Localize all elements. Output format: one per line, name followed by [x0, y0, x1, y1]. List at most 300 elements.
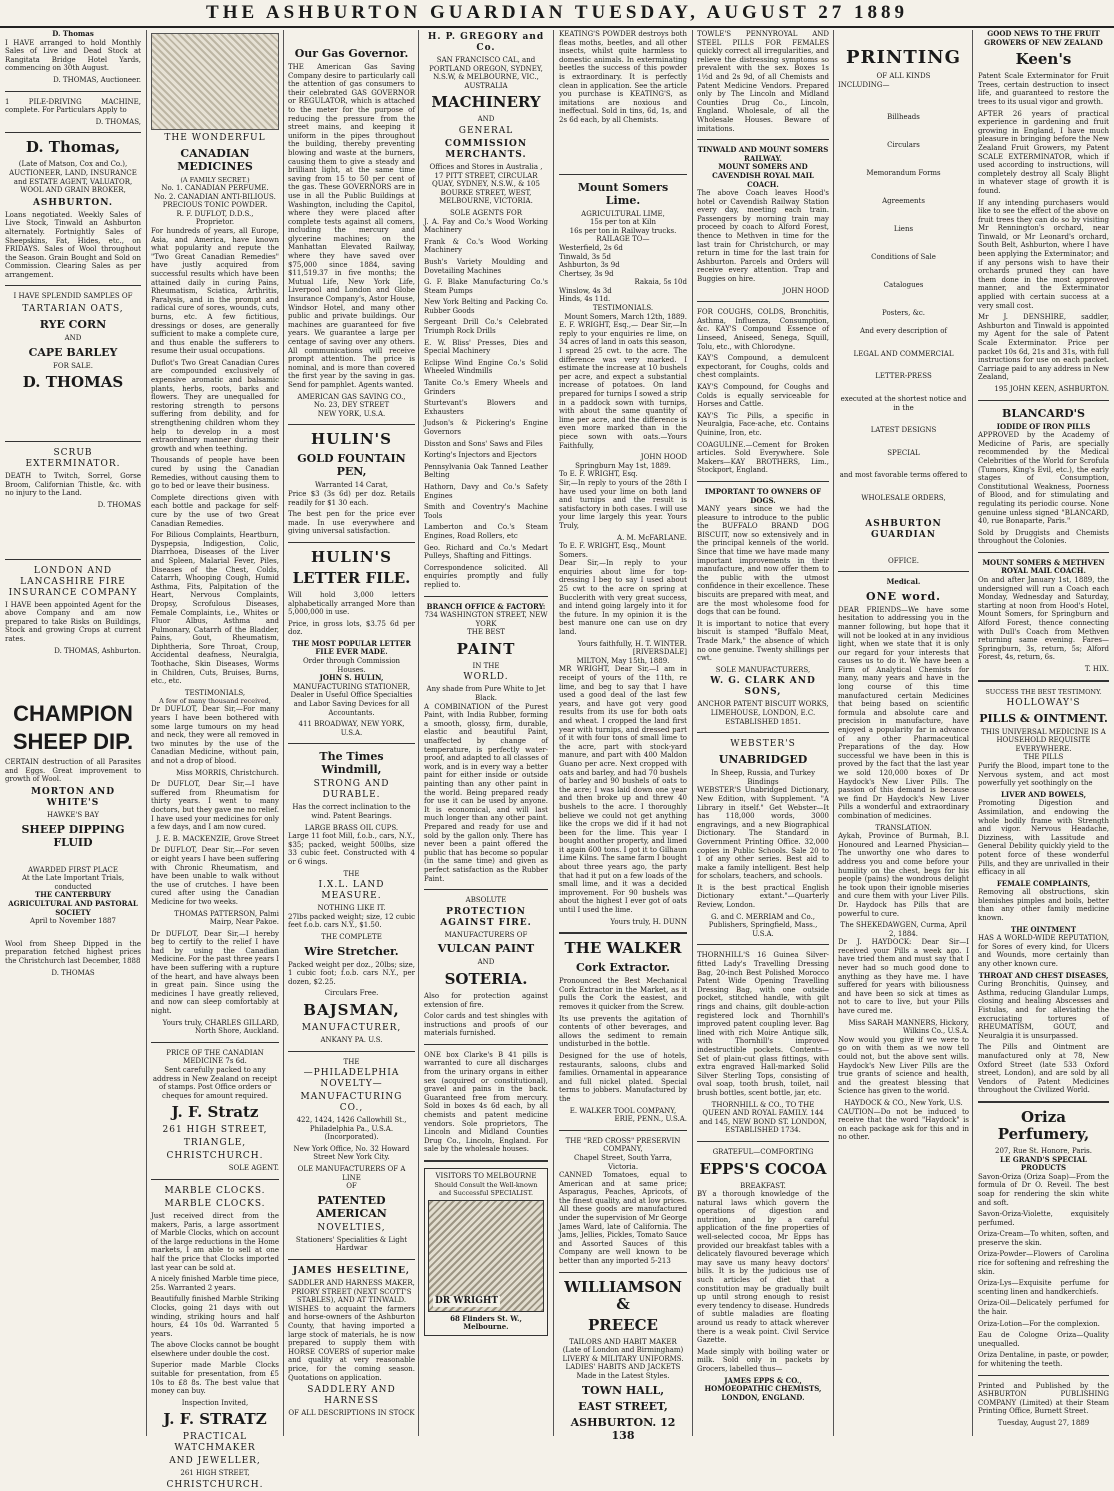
- testimonial-signature: THOMAS PATTERSON, Palmi Mairp, Near Pakoe.: [174, 909, 279, 927]
- ad-line: E. WALKER TOOL COMPANY,: [569, 1106, 677, 1115]
- ad-line: LETTER-PRESS: [875, 372, 932, 381]
- ad-text: BY a thorough knowledge of the natural laws which govern the operations of digestion and nutrition, and by a careful application of the fine properties of well-selected cocoa, Mr Epps has provided our breakfast tables with a delicately flavoured beverage which may save us many heavy doctors' bills. It is by the judicious use of such articles of diet that a constitution may be gradually built up until strong enough to resist every tendency to disease. Hundreds of subtle maladies are floating around us ready to attack wherever there is a weak point. Civil Service Gazette.: [697, 1190, 829, 1345]
- ad-line: AWARDED FIRST PLACE: [28, 865, 118, 874]
- list-item: Sergeant Drill Co.'s Celebrated Triumph Rock Drills: [424, 318, 548, 336]
- column-4: [553, 30, 692, 1442]
- ad-title: CHAMPION: [13, 701, 133, 727]
- ad-text: CANNED Tomatoes, equal to American and at same price; Asparagus, Peaches, Apricots, of the finest quality, and at low prices. All these goods are manufactured under the supervision of Mr George James Ward, late of California. The Jams, Jellies, Pickles, Tomato Sauce and Assorted Sauces of this Company are well known to be better than any imported 5-213: [559, 1171, 687, 1266]
- ad-title: WEBSTER'S: [730, 739, 796, 750]
- ad-line: SAN FRANCISCO CAL, and: [436, 56, 536, 64]
- section-subtitle: A few of many thousand received,: [159, 697, 271, 706]
- ad-title: THE WONDERFUL: [164, 133, 266, 143]
- ad-line: MANUFACTURER,: [301, 1022, 402, 1033]
- ad-text: Price $3 (3s 6d) per doz. Retails readily for $1 30 each.: [288, 489, 415, 507]
- ad-line: GENERAL: [458, 125, 514, 136]
- ad-title: ONE word.: [866, 589, 941, 603]
- ad-line: and most favorable terms offered to: [839, 471, 968, 480]
- ad-title: J. F. STRATZ: [163, 1410, 267, 1429]
- ad-text: Has the correct inclination to the wind. Patent Bearings.: [292, 803, 411, 820]
- list-item: New York Belting and Packing Co. Rubber Goods: [424, 298, 548, 315]
- ad-title: PRINTING: [845, 47, 961, 68]
- ad-line: SPECIAL: [887, 448, 920, 457]
- ad-line: AND: [477, 115, 495, 124]
- ad-line: OLE MANUFACTURERS OF A LINE: [297, 1165, 406, 1182]
- ad-line: NEW YORK, U.S.A.: [317, 409, 386, 418]
- list-item: J. A. Fay and Co.'s Wood Working Machinery: [424, 217, 548, 235]
- ad-text: Wool from Sheep Dipped in the preparation fetched highest prices the Christchurch last December, 1888: [5, 939, 141, 965]
- ad-line: SOLE AGENTS FOR: [450, 208, 522, 217]
- ad-line: Hinds, 4s 11d.: [559, 295, 611, 304]
- ad-signature: D. THOMAS, Auctioneer.: [53, 75, 141, 84]
- list-item: Bush's Variety Moulding and Dovetailing Machines: [424, 257, 548, 275]
- ad-text: DEATH to Twitch, Sorrel, Gorse Broom, Californian Thistle, &c. with no injury to the Land.: [5, 472, 141, 498]
- divider: [978, 1101, 1109, 1103]
- list-item: Oriza-Lotion—For the complexion.: [978, 1319, 1100, 1328]
- divider: [697, 732, 829, 733]
- ad-line: R. F. DUFLOT, D.D.S.,: [176, 209, 254, 218]
- oriza-list: [978, 1173, 1109, 1369]
- ad-line: 15s per ton at Kiln: [589, 218, 657, 227]
- ad-text: THORNHILL'S 16 Guinea Silver-fitted Lady's Travelling Dressing Bag, 20-inch Best Polished Morocco Patent Wide Opening Travelling Dressing Bag, with one outside pocket, stitched handle, with gilt rings and chains, gilt double-action registered lock and Thornhill's improved patent coupling lever. Bag lined with rich Moire Antique silk, with Thornhill's improved indestructible pockets. Contents—Set of plain-cut glass fittings, with extra engraved Hall-marked Solid Silver Sterling Tops, consisting of oval soap, tooth brush, toilet, nail brush bottles, scent bottle, jar, etc.: [697, 951, 829, 1097]
- ad-text: DEAR FRIENDS—We have some hesitation to addressing you in the manner following, but hope that it will not be looked at in any invidious light, when we state that it is only our regard for your interests that causes us to do it. We have been a Firm of Analytical Chemists for many, many years and have in the long course of this time manufactured certain Medicines that being based on scientific formula and absolute care and precision in manufacture, have enjoyed a popularity far in advance of any other Pharmaceutical Preparations of the day. How successful we have been in this is proved by the fact that the last year we sold 120,000 boxes of Dr Haydock's New Liver Pills. The passion of this demand is because we find Dr Haydock's New Liver Pills a wonderful and extraordinary combination of medicines.: [838, 605, 969, 820]
- ad-line: AND JEWELLER,: [169, 1456, 261, 1467]
- list-item: Sturtevant's Blowers and Exhausters: [424, 399, 548, 416]
- price-line: PRICE OF THE CANADIAN MEDICINE 7s 6d.: [166, 1048, 264, 1066]
- ad-title: D. Thomas,: [25, 138, 121, 157]
- list-item: Posters, &c.: [882, 309, 925, 318]
- ad-line: STRONG AND DURABLE.: [313, 779, 390, 801]
- ad-line: 734 WASHINGTON STREET, NEW YORK: [424, 611, 548, 628]
- divider: [697, 944, 829, 945]
- column-5a: [693, 30, 833, 1436]
- ad-line: Order through Commission Houses.: [302, 657, 401, 674]
- ad-signature: D. THOMAS: [51, 968, 95, 977]
- ad-line: FEMALE COMPLAINTS,: [996, 878, 1091, 888]
- ad-title: DR WRIGHT: [435, 1296, 499, 1306]
- list-item: Oriza Dentaline, in paste, or powder, for whitening the teeth.: [978, 1351, 1109, 1368]
- divider: [838, 571, 969, 572]
- ad-text: The above Coach leaves Hood's hotel or Cavendish Railway Station every day, meeting each train. Passengers by morning train may proceed by coach to Alford Forest, thence to Methven in time for the last train for Christchurch, or may return in time for the last train for Ashburton. Parcels and Orders will receive every attention. Trap and Buggies on hire.: [697, 189, 829, 284]
- column-3: [418, 30, 553, 1436]
- ad-line: April to November 1887: [30, 917, 116, 926]
- ad-line: Inspection Invited,: [181, 1398, 249, 1407]
- ad-line: RAILAGE TO—: [596, 235, 650, 244]
- ad-line: CAPE BARLEY: [28, 345, 118, 359]
- ad-line: AGRICULTURAL LIME,: [581, 209, 665, 218]
- ad-line: THE: [343, 869, 360, 878]
- testimonial-signature: JOHN HOOD: [640, 453, 687, 462]
- divider: [559, 1130, 687, 1131]
- ad-title: LETTER FILE.: [292, 568, 411, 587]
- ad-line: Winslow, 4s 3d: [559, 286, 612, 295]
- ad-line: (A FAMILY SECRET.): [180, 176, 250, 184]
- ad-text: It is important to notice that every biscuit is stamped "Buffalo Meat, Trade Mark," the absence of which no one genuine. Twenty shillings per cwt.: [697, 619, 829, 663]
- ad-text: Just received direct from the makers, Paris, a large assortment of Marble Clocks, which on account of the large reductions in the Home markets, I am able to sell at one half the price that Clocks imported last year can be sold at.: [151, 1211, 279, 1272]
- ad-line: EAST STREET,: [578, 1399, 668, 1413]
- ad-line: No. 2. CANADIAN ANTI-BILIOUS.: [154, 192, 276, 201]
- ad-title: MACHINERY: [431, 93, 541, 112]
- ad-line: The SHEKEDAWGEN, Curma, April 2, 1884.: [840, 921, 967, 938]
- ad-text: 27lbs packed weight; size, 12 cubic feet f.o.b. cars N.Y., $1.50.: [288, 912, 415, 930]
- ad-line: To E. F. WRIGHT, Esq., Mount Somers.: [559, 542, 666, 559]
- list-item: Eau de Cologne Oriza—Quality unequalled.: [978, 1331, 1109, 1348]
- ad-text: 17 PITT STREET, CIRCULAR QUAY, SYDNEY, N.S.W., & 105 BOURKE STREET, WEST, MELBOURNE, VICTORIA.: [432, 171, 540, 206]
- list-item: Agreements: [882, 197, 925, 206]
- ad-line: AUSTRALIA: [464, 81, 508, 90]
- ad-title: BLANCARD'S: [1002, 406, 1085, 420]
- ad-text: Pronounced the Best Mechanical Cork Extractor in the Market, as it pulls the Cork the easiest, and removes it quicker from the Screw.: [559, 977, 687, 1011]
- ad-line: ASHBURTON GUARDIAN: [865, 518, 942, 540]
- ad-text: Removing all obstructions, skin blemishes pimples and boils, better than any other family medicine known.: [978, 888, 1109, 923]
- items-list: [838, 103, 969, 327]
- divider: [5, 285, 141, 286]
- column-2: [146, 30, 418, 1491]
- ad-line: IN THE: [472, 661, 500, 670]
- ad-line: MANUFACTURERS OF: [444, 930, 528, 939]
- testimonial-signature: Yours truly, CHARLES GILLARD, North Shore, Auckland.: [162, 1018, 279, 1036]
- ad-line: ANKANY PA. U.S.: [320, 1035, 383, 1044]
- ad-line: Westerfield, 2s 6d: [559, 243, 623, 252]
- divider: [288, 1051, 415, 1052]
- divider: [697, 1141, 829, 1142]
- testimonial-signature: Miss MORRIS, Christchurch.: [176, 768, 279, 777]
- ad-title: JAMES HESELTINE,: [292, 1266, 411, 1277]
- ad-title: WORLD.: [463, 672, 509, 683]
- ad-title: J. F. Stratz: [171, 1103, 259, 1122]
- ad-line: In Sheep, Russia, and Turkey Bindings: [710, 769, 816, 786]
- list-item: Catalogues: [883, 281, 924, 290]
- ad-text: On and after January 1st, 1889, the undersigned will run a Coach each Monday, Wednesday and Saturday, starting at noon from Hood's Hotel, Mount Somers, for Springburn and Alford Forest, thence connecting with Dull's Coach from Methven returning same evening. Fares—Springburn, 3s, return, 5s; Alford Forest, 4s, return, 6s.: [978, 576, 1109, 662]
- testimonial: Dr DUFLOT, Dear Sir,—For seven or eight years I have been suffering with Chronic Rheumatism, and have been unable to walk without the use of crutches. I have been cured after using the Canadian Medicine for two weeks.: [151, 846, 279, 906]
- ad-line: LEGAL AND COMMERCIAL: [853, 349, 954, 358]
- ad-signature: D. THOMAS,: [95, 117, 141, 126]
- ad-title: SHEEP DIP.: [12, 729, 134, 755]
- list-item: Geo. Richard and Co.'s Medart Pulleys, Shafting and Fittings.: [424, 543, 548, 561]
- testimonial-signature: Yours truly, H. DUNN: [610, 917, 687, 926]
- ad-line: SOLE AGENT.: [228, 1164, 279, 1173]
- divider: [424, 1160, 548, 1162]
- ad-line: MILTON, May 15th, 1889.: [576, 656, 670, 665]
- ad-line: Stationers' Specialities & Light Hardwar: [295, 1235, 408, 1253]
- ad-text: Aykah, Province of Burmah, B.I. Honoured and Learned Physician—The unworthy one who dares to address you and come before your humility on the chest, begs for his people (pains) the wondrous delight he took upon their ignoble miseries and cure them with your Liver Pills. Dr. Haydock has Pills that are powerful to cure.: [838, 832, 969, 918]
- ad-line: HAWKE'S BAY: [47, 810, 99, 819]
- ad-line: SOLE MANUFACTURERS,: [715, 665, 811, 674]
- ad-line: W. G. CLARK AND SONS,: [710, 676, 816, 698]
- ad-title: HULIN'S: [311, 547, 392, 566]
- list-item: G. F. Blake Manufacturing Co.'s Steam Pumps: [424, 278, 548, 295]
- ad-text: MANY years since we had the pleasure to introduce to the public the BUFFALO BRAND DOG BISCUIT, now so extensively and in the principal kennels of the world. Since that time we have made many important improvements in their manufacture, and now offer them to the public with the utmost confidence in their excellence. These biscuits are prepared with meat, and are the most wholesome food for dogs that can be found.: [697, 505, 829, 617]
- ad-signature: D. THOMAS, Ashburton.: [54, 646, 141, 655]
- divider: [288, 424, 415, 425]
- list-item: Liens: [893, 225, 914, 234]
- ad-line: 411 BROADWAY, NEW YORK, U.S.A.: [298, 720, 405, 737]
- ad-text: Large 11 foot Mill, f.o.b., cars, N.Y., $35; packed, weight 500lbs, size 33 cubic feet. Constructed with 4 or 6 wings.: [288, 832, 415, 866]
- ad-line: At the Late Important Trials, conducted: [21, 874, 125, 891]
- divider: [5, 441, 141, 442]
- ad-line: THE MOST POPULAR LETTER FILE EVER MADE.: [291, 638, 412, 657]
- testimonial-signature: A. M. McFARLANE.: [617, 533, 687, 542]
- column-1: [0, 30, 146, 1436]
- divider: [424, 1044, 548, 1045]
- ad-title: THE "RED CROSS" PRESERVIN COMPANY,: [565, 1136, 681, 1154]
- ad-text: KAY'S Compound, for Coughs and Colds is equally serviceable for Horses and Cattle.: [697, 382, 829, 409]
- ad-text: Thousands of people have been cured by using the Canadian Remedies, without causing them to go to bed or leave their business.: [151, 456, 279, 491]
- ad-line: OFFICE.: [888, 556, 919, 565]
- ad-title: PAINT: [456, 639, 516, 658]
- ad-line: LIVER AND BOWELS,: [1000, 789, 1087, 799]
- ad-line: N.S.W, & MELBOURNE, VIC.,: [433, 73, 539, 82]
- ad-text: FOR COUGHS, COLDS, Bronchitis, Asthma, Influenza, Consumption, &c. KAY'S Compound Essence of Linseed, Aniseed, Senega, Squill, Tolu, etc., with Chlorodyne.: [697, 308, 829, 351]
- ad-text: Designed for the use of hotels, restaurants, saloons, clubs and families. Ornamental in appearance and full nickel plated. Special terms to jobbers. Manufactured by the: [559, 1051, 687, 1103]
- ad-text: I HAVE SPLENDID SAMPLES OF: [13, 292, 133, 301]
- ad-title: PROTECTION AGAINST FIRE.: [440, 906, 532, 928]
- divider: [288, 743, 415, 744]
- list-item: Korting's Injectors and Ejectors: [424, 451, 537, 460]
- ad-line: No. 1. CANADIAN PERFUME.: [161, 184, 269, 192]
- testimonial: Dr J. HAYDOCK: Dear Sir—I received your Pills a week ago. I have tried them and must say that I never had so much good done to anything as they have me. I have suffered for years with biliousness and have been so sick at times as not to care to live, but your Pills have cured me.: [838, 938, 969, 1016]
- ad-line: 68 Flinders St. W., Melbourne.: [450, 1313, 522, 1332]
- ad-text: I HAVE arranged to hold Monthly Sales of Live and Dead Stock at Rangitata Bridge Hotel Yards, commencing on 30th August.: [5, 38, 141, 73]
- ad-text: WEBSTER'S Unabridged Dictionary, New Edition, with Supplement. "A Library in itself." Get Webster—It has 118,000 words, 3000 engravings, and a new Biographical Dictionary. The Standard in Government Printing Office. 32,000 copies in Public Schools. Sale 20 to 1 of any other series. Best aid to make a family intelligent. Best help for scholars, teachers, and schools.: [697, 786, 829, 881]
- ad-text: Mr J. DENSHIRE, saddler, Ashburton and Tinwald is appointed my Agent for the sale of Patent Scale Exterminator. Price per packet 10s 6d, 21s and 31s, with full instructions for use on each packet. Carriage paid to any address in New Zealand,: [978, 313, 1109, 382]
- ad-line: MORTON AND WHITE'S: [30, 786, 116, 808]
- ad-line: LIVERY & MILITARY UNIFORMS.: [562, 1354, 684, 1363]
- ad-line: And every description of: [859, 327, 948, 336]
- ad-title: —PHILADELPHIA NOVELTY—: [303, 1068, 400, 1090]
- ad-line: LE GRAND'S SPECIAL PRODUCTS: [1000, 1154, 1087, 1173]
- ad-text: The Pills and Ointment are manufactured only at 78, New Oxford Street (late 533 Oxford street, London), and are sold by all Vendors of Patent Medicines throughout the Civilized World.: [978, 1043, 1109, 1095]
- ad-line: LATEST DESIGNS: [870, 426, 937, 435]
- ad-text: Will hold 3,000 letters alphabetically arranged More than 5,000,000 in use.: [288, 590, 415, 617]
- divider: [697, 481, 829, 482]
- ad-text: A nicely finished Marble time piece, 25s. Warranted 2 years.: [151, 1275, 279, 1292]
- list-item: Disston and Sons' Saws and Files: [424, 439, 543, 448]
- ad-line: JAMES EPPS & CO., HOMOEOPATHIC CHEMISTS, LONDON, ENGLAND.: [704, 1375, 822, 1402]
- ad-line: TAILORS AND HABIT MAKER (Late of London and Birmingham): [562, 1337, 684, 1355]
- list-item: Lamberton and Co.'s Steam Engines, Road Rollers, etc: [424, 523, 548, 540]
- ad-line: THE BEST: [467, 628, 505, 637]
- ad-title: HOLLOWAY'S: [1006, 697, 1081, 708]
- ad-text: HAS A WORLD-WIDE REPUTATION, for Sores of every kind, for Ulcers and Wounds, more certainly than any other known cure.: [978, 934, 1109, 969]
- ad-text: CAUTION—Do not be induced to receive that the word "Haydock" is on each package ask for this and in no other.: [838, 1107, 969, 1142]
- masthead: THE ASHBURTON GUARDIAN TUESDAY, AUGUST 27 1889: [0, 0, 1114, 28]
- testimonial: E. F. WRIGHT, Esq.,— Dear Sir,—In reply to your enquiries re lime, on 34 acres of land in oats this season, I spread 25 cwt. to the acre. The difference was very marked. I estimate the increase at 10 bushels per acre, and expect a substantial increase of potatoes. On land prepared for turnips I sowed a strip in a paddock sown with turnips, with about the same quantity of lime per acre, and the difference is even more marked than in the piece sown with oats.—Yours Faithfully,: [559, 321, 687, 450]
- ad-signature: JOHN HOOD: [782, 286, 829, 295]
- ad-place: ASHBURTON.: [32, 197, 114, 208]
- ad-title: Cork Extractor.: [575, 961, 670, 975]
- list-item: Memorandum Forms: [866, 169, 941, 178]
- ad-text: THORNHILL & CO., TO THE QUEEN AND ROYAL FAMILY. 144 and 145, NEW BOND ST. LONDON, ESTABLISHED 1734.: [699, 1100, 827, 1135]
- ad-line: PRIORY STREET (NEXT SCOTT'S STABLES), AND AT TINWALD.: [291, 1287, 412, 1305]
- ad-text: WISHES to acquaint the farmers and horse-owners of the Ashburton County, that having imported a large stock of materials, he is now prepared to supply them with HORSE COVERS of superior make and quality at very reasonable price, for the coming season. Quotations on application.: [288, 1304, 415, 1382]
- list-item: Eclipse Wind Engine Co.'s Solid Wheeled Windmills: [424, 358, 548, 376]
- list-item: Hathorn, Davy and Co.'s Safety Engines: [424, 482, 548, 500]
- ad-text: A COMBINATION of the Purest Paint, with India Rubber, forming a smooth, glossy, firm, durable, elastic and beautiful Paint, unaffected by change of temperature, is perfectly water-proof, and adapted to all classes of work, and is in every way a better paint for either inside or outside painting than any other paint in the world. Being prepared ready for use it can be used by anyone. It is economical, and will last much longer than any other paint. Prepared and ready for use and sold by the gallon only. There has never been a paint offered the public that has become so popular (in the same time) and given as perfect satisfaction as the Rubber Paint.: [424, 702, 548, 883]
- ad-line: THIS UNIVERSAL MEDICINE IS A HOUSEHOLD REQUISITE EVERYWHERE.: [981, 727, 1106, 753]
- imprint: Printed and Published by the ASHBURTON PUBLISHING COMPANY (Limited) at their Steam Printing Office, Burnett Street.: [978, 1381, 1109, 1416]
- ad-text: Color cards and test shingles with instructions and proofs of our materials furnished.: [424, 1012, 548, 1038]
- testimonial: Dr DUFLOT, Dear Sir,—I have suffered from Rheumatism for thirty years. I went to many doctors, but they gave me no relief. I have used your medicines for only a few days, and I am now cured.: [151, 780, 279, 832]
- ad-title: GOLD FOUNTAIN PEN,: [297, 452, 406, 479]
- ad-signature: 195 JOHN KEEN, ASHBURTON.: [994, 384, 1109, 393]
- ad-text: 422, 1424, 1426 Callowhill St., Philadelphia Pa., U.S.A. (Incorporated).: [296, 1116, 407, 1142]
- ad-title: LONDON AND LANCASHIRE FIRE INSURANCE COMPANY: [8, 565, 138, 598]
- ad-text: Patent Scale Exterminator for Fruit Trees, certain destruction to insect life, and guaranteed to restore the trees to its usual vigor and growth.: [978, 72, 1109, 106]
- ad-line: 261 HIGH STREET,: [180, 1469, 250, 1478]
- ad-line: ANCHOR PATENT BISCUIT WORKS,: [697, 700, 829, 709]
- ad-line: OF ALL KINDS: [876, 72, 931, 80]
- ad-title: MARBLE CLOCKS.: [164, 1185, 266, 1196]
- ad-title: GOOD NEWS TO THE FRUIT GROWERS OF NEW ZEALAND: [984, 29, 1103, 47]
- ad-text: Packed weight per doz., 20lbs; size, 1 cubic foot; f.o.b. cars N.Y., per dozen, $2.25.: [288, 960, 415, 986]
- ad-title: The Times Windmill,: [319, 750, 384, 777]
- ad-text: For hundreds of years, all Europe, Asia, and America, have known what popularity and repute the "Two Great Canadian Remedies" have justly acquired from successful results which have been attained daily in curing Pains, Rheumatism, Sciatica, Arthritis, Paralysis, and in the prompt and radical cure of sores, wounds, cuts, burns, etc. A few fictitious, dressings or doses, are generally sufficient to make a complete cure, and thus enable the sufferers to resume their usual occupations.: [151, 226, 279, 356]
- section-title: Medical.: [886, 577, 921, 587]
- divider: [697, 301, 829, 302]
- ad-line: LARGE BRASS OIL CUPS.: [304, 823, 399, 832]
- divider: [151, 1042, 279, 1043]
- ad-line: PORTLAND OREGON, SYDNEY,: [429, 64, 543, 73]
- ad-title: SCRUB EXTERMINATOR.: [25, 448, 121, 470]
- ad-line: THE COMPLETE: [321, 932, 382, 941]
- ad-line: Proprietor.: [195, 218, 235, 227]
- ad-title: NOVELTIES,: [317, 1222, 386, 1233]
- imprint-date: Tuesday, August 27, 1889: [997, 1418, 1090, 1427]
- ad-text: Now would you give if we were to go on with them as we now tell could not, but the above sent wills. Haydock's New Liver Pills are the true grants of science and health, and the greatest blessing that Science has given to the world.: [838, 1035, 969, 1096]
- list-item: Smith and Coventry's Machine Tools: [424, 503, 548, 520]
- column-2a: [147, 30, 283, 1491]
- ad-line: INCLUDING—: [838, 80, 890, 89]
- ad-text: It is the best practical English Dictionary extant."—Quarterly Review, London.: [697, 883, 829, 910]
- ad-line: 16s per ton in Railway trucks.: [569, 226, 677, 235]
- ad-title: PREECE: [588, 1315, 658, 1334]
- ad-text: Its use prevents the agitation of contents of other beverages, and allows the sediment to remain undisturbed in the bottle.: [559, 1014, 687, 1049]
- ad-text: I HAVE been appointed Agent for the above Company and am now prepared to take Risks on Buildings, Stock and growing Crops at current rates.: [5, 600, 141, 643]
- ad-text: COAGULINE.—Cement for Broken articles. Sold Everywhere. Sole Makers—KAY BROTHERS, Lim., Stockport, England.: [697, 440, 829, 475]
- ad-line: WHOLESALE ORDERS,: [861, 493, 946, 502]
- ad-text: The best pen for the price ever made. In use everywhere and giving universal satisfaction.: [288, 510, 415, 536]
- ad-text: ONE box Clarke's B 41 pills is warranted to cure all discharges from the urinary organs in either sex (acquired or constitutional), gravel and pains in the back. Guaranteed free from mercury. Sold in boxes 4s 6d each, by all chemists and patent medicine vendors. Sole proprietors, The Lincoln and Midland Counties Drug Co., Lincoln, England. For sale by the wholesale houses.: [424, 1050, 548, 1154]
- ad-line: THE: [343, 1057, 360, 1066]
- column-5b: [833, 30, 973, 1436]
- divider: [978, 552, 1109, 553]
- ad-line: CHRISTCHURCH.: [166, 1151, 264, 1162]
- section-title: TESTIMONIALS.: [592, 304, 654, 313]
- testimonial-signature: Miss SARAH MANNERS, Hickory, Wilkins Co., U.S.A.: [848, 1018, 969, 1036]
- ad-title: MANUFACTURING CO.,: [300, 1092, 403, 1114]
- ad-line: FOR SALE.: [53, 361, 93, 370]
- testimonial: Dr DUFLOT, Dear Sir,—I hereby beg to certify to the relief I have had by using the Canadian Medicine. For the past three years I have been suffering with a rupture of the heart, and have always been in great pain. Since using the medicines I have greatly relieved, and now can sleep comfortably at night.: [151, 929, 279, 1016]
- ad-title: BAJSMAN,: [303, 1000, 400, 1019]
- ad-line: CHRISTCHURCH.: [166, 1480, 264, 1491]
- ad-line: AMERICAN GAS SAVING CO.,: [297, 392, 406, 401]
- ad-text: Sold by Druggists and Chemists throughout the Colonies.: [978, 528, 1109, 546]
- ad-text: If any intending purchasers would like to see the effect of the above on fruit trees they can do so by visiting Mr Rennington's orchard, near Tinwald, or Mr Leonard's orchard, South Belt, Ashburton, where I have been applying the Exterminator; and if any persons wish to have their orchards pruned they can have them done in the most approved manner, and the Exterminator applied with certain success at a very small cost.: [978, 198, 1110, 310]
- ad-line: No. 23, DEY STREET: [313, 401, 390, 410]
- ad-title: H. P. GREGORY and Co.: [427, 32, 545, 53]
- list-item: Oriza-Powder—Flowers of Carolina rice for softening and refreshing the skin.: [978, 1250, 1109, 1276]
- testimonial-signature: J. E. B. MACKENZIE, Grove Street: [156, 834, 279, 843]
- ad-line: Any shade from Pure White to Jet Black.: [426, 685, 546, 703]
- ad-text: Price, in gross lots, $3.75 6d per doz.: [288, 619, 415, 637]
- ad-line: LADIES' HABITS AND JACKETS Made in the Latest Styles.: [565, 1363, 681, 1380]
- ad-line: SUCCESS THE BEST TESTIMONY.: [985, 687, 1102, 696]
- divider: [288, 1259, 415, 1260]
- ad-title: MOUNT SOMERS & METHVEN ROYAL MAIL COACH.: [982, 557, 1105, 576]
- dr-wright-ad: [424, 1168, 548, 1336]
- ad-title: HULIN'S: [311, 430, 392, 449]
- section-title: TESTIMONIALS,: [184, 688, 246, 697]
- ad-signature: D. THOMAS: [97, 501, 141, 510]
- ad-line: Should Consult the Well-known and Successful SPECIALIST.: [434, 1180, 538, 1197]
- ad-line: Mount Somers, March 12th, 1889.: [564, 312, 687, 321]
- divider: [978, 400, 1109, 401]
- ad-subtitle: (Late of Matson, Cox and Co.),: [18, 160, 128, 169]
- divider: [424, 596, 548, 597]
- divider: [424, 889, 548, 890]
- section-title: TRANSLATION.: [875, 823, 932, 832]
- ad-line: THROAT AND CHEST DISEASES,: [978, 970, 1109, 980]
- divider: [151, 1179, 279, 1180]
- ad-text: Sent carefully packed to any address in New Zealand on receipt of stamps. Post Office orders or cheques for amount required.: [152, 1066, 278, 1100]
- divider: [288, 542, 415, 543]
- ad-line: ESTABLISHED 1851.: [725, 717, 801, 726]
- ad-text: AFTER 26 years of practical experience in gardening and fruit growing in England, I have much pleasure in bringing before the New Zealand Fruit Growers, my Patent SCALE EXTERMINATOR, which if used according to instructions, will completely destroy all Scaly Blight in whatever stage of growth it is found.: [978, 109, 1109, 195]
- list-item: Conditions of Sale: [871, 253, 936, 262]
- testimonial-signature: Yours faithfully, H. T. WINTER. [RIVERSDALE]: [577, 639, 687, 657]
- ad-line: Offices and Stores in Australia ,: [429, 162, 543, 171]
- list-item: Oriza-Oil—Delicately perfumed for the hair.: [978, 1299, 1109, 1317]
- ad-title: UNABRIDGED: [718, 753, 808, 767]
- list-item: Pennsylvania Oak Tanned Leather Belting: [424, 462, 548, 480]
- ad-line: Warranted 14 Carat,: [314, 481, 388, 490]
- ad-text: G. and C. MERRIAM and Co., Publishers, Springfield, Mass., U.S.A.: [708, 912, 818, 938]
- ad-text: Loans negotiated. Weekly Sales of Live Stock, Tinwald an Ashburton alternately. Fortnightly Sales of Sheepskins, Fat, Hides, etc., on FRIDAYS. Sales of Wool throughout the Season. Grain Bought and Sold on Commission. Clearing Sales as per arrangement.: [5, 210, 141, 279]
- ad-title: IMPORTANT TO OWNERS OF DOGS.: [704, 486, 822, 505]
- ad-text: For Bilious Complaints, Heartburn, Dyspepsia, Indigestion, Colic, Diarrhoea, Diseases of the Liver and Spleen, Malarial Fever, Piles, Diseases of the Chest, Colds, Catarrh, Whooping Cough, Humid Asthma, Fits, Palpitation of the Heart, Nervous Complaints, Dropsy, Scrofulous Diseases, Female Complaints, i.e., Whites or Fluor Albus, Asthma and Pulmonary, Catarrh of the Bladder, Pains, Gout, Rheumatism, Diphtheria, Sore Throat, Croup, Accidental deafness, Neuralgia, Toothache, Skin Diseases, Worms in Children, Cuts, Bruises, Burns, etc., etc.: [151, 531, 279, 686]
- testimonial: Dear Sir,—In reply to your enquiries about lime for top-dressing I beg to say I used about 25 cwt to the acre on spring at Bucclerith with very great success, and intend going largely into it for the future. In my opinion it is the best manure one can use on dry land.: [559, 559, 687, 637]
- ad-line: JOHN S. HULIN,: [319, 673, 384, 683]
- ad-title: CANADIAN MEDICINES: [177, 147, 253, 173]
- column-2b: [283, 30, 419, 1436]
- ad-title: VULCAN PAINT: [437, 942, 535, 956]
- agents-list: [424, 218, 548, 561]
- ad-text: APPROVED by the Academy of Medicine of Paris, are specially recommended by the Medical Celebrities of the World for Scrofula (Tumors, King's Evil, etc.), the early stages of Consumption, Constitutional Weakness, Poorness of Blood, and for stimulating and regulating its periodic course. None genuine unless signed "BLANCARD, 40, rue Bonaparte, Paris.": [978, 431, 1109, 526]
- ad-text: Curing Bronchitis, Quinsey, and Asthma, reducing Glandular Lumps, closing and healing Abscesses and Fistulas, and for alleviating the excruciating tortures of RHEUMATISM, GOUT, and Neuralgia it is unsurpassed.: [978, 980, 1109, 1040]
- ad-line: NOTHING LIKE IT.: [317, 904, 386, 913]
- ad-title: IODIDE OF IRON PILLS: [996, 421, 1091, 431]
- ad-line: SADDLERY AND HARNESS: [307, 1385, 396, 1407]
- ad-signature: T. HIX.: [1084, 665, 1109, 673]
- ad-text: Promoting Digestion and Assimilation, and endowing the whole bodily frame with Strength and vigor. Nervous Headache, Dizziness, with Lassitude and General Debility quickly yield to the potent force of these wonderful Pills, and they are unrivalled in their efficacy in all: [978, 799, 1109, 877]
- ad-line: ERIE, PENN., U.S.A.: [614, 1115, 687, 1124]
- divider: [5, 132, 141, 133]
- ad-text: Beautifully finished Marble Striking Clocks, going 21 days with out winding, striking hours and half hours, £4 10s 0d. Warranted 5 years.: [151, 1295, 279, 1338]
- ad-line: TARTARIAN OATS,: [22, 304, 124, 315]
- ad-title: COMMISSION MERCHANTS.: [444, 138, 528, 160]
- ad-line: AND: [477, 958, 495, 967]
- ad-title: WILLIAMSON &: [564, 1277, 682, 1313]
- divider: [978, 680, 1109, 682]
- ad-title: I.X.L. LAND MEASURE.: [318, 880, 385, 902]
- ad-text: New York Office, No. 32 Howard Street New York City.: [293, 1144, 410, 1162]
- divider: [559, 932, 687, 934]
- testimonial: MR WRIGHT, Dear Sir,—I am in receipt of yours of the 11th, re lime, and beg to say that I have used a good deal of the last few years, and have got very good results from its use for both oats and wheat. I cropped the land first year with turnips, and dressed part of it with four tons of small lime to the acre, part with stock-yard manure, and part with 400 Maldon Guano per acre. Next cropped with oats and barley, and had 70 bushels of barley and 90 bushels of oats to the acre; I was laid down one year and then broke up and threw 40 bushels to the acre. I thoroughly believe we could not get anything like the crops we did if it had not been for the lime. This year I bought another property, and limed it again 600 tons. I got it to Gilhaun Lime Kilns. The same farm I bought about three years ago, the party that had it put on a few loads of the small lime, and it was a decided improvement. For 90 bushels was about the highest I ever got of oats until I used the lime.: [559, 665, 687, 915]
- ad-title: Wire Stretcher.: [304, 944, 399, 958]
- ad-title: MOUNT SOMERS AND CAVENDISH ROYAL MAIL COACH.: [712, 162, 814, 189]
- ad-line: LIMEHOUSE, LONDON, E.C.: [710, 708, 816, 717]
- column-5: [692, 30, 972, 1436]
